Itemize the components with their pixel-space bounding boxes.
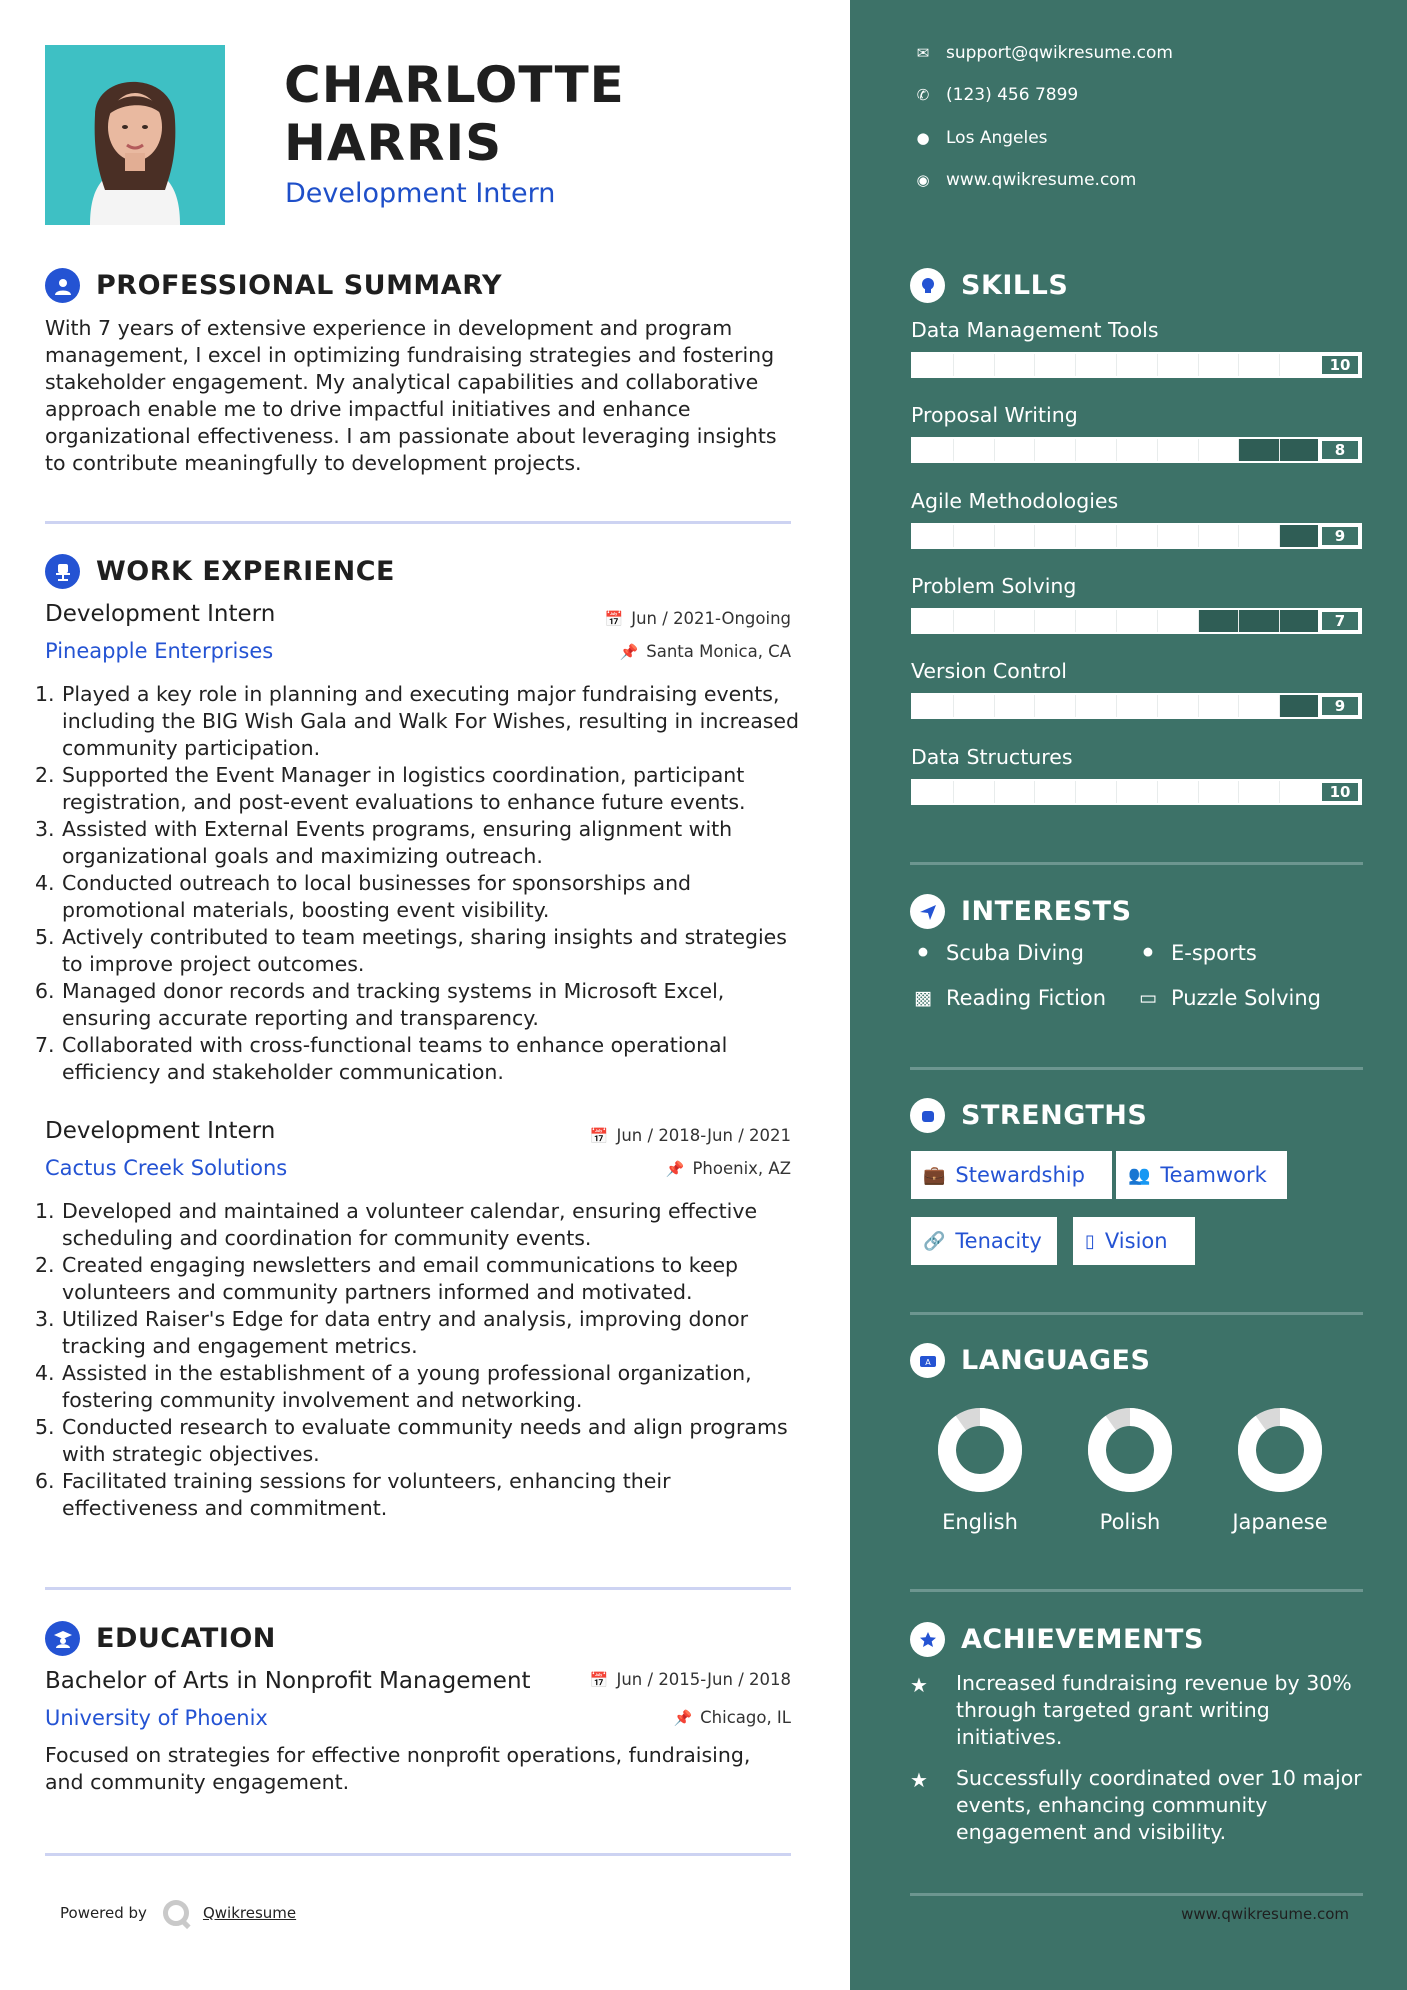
donut-fill: [947, 1417, 1013, 1483]
skill-level-value: 8: [1320, 439, 1360, 461]
achievement-text: Successfully coordinated over 10 major events, enhancing community engagement and visibility.: [956, 1766, 1362, 1844]
fist-icon: [910, 1098, 945, 1133]
calendar-icon: 📅: [589, 1127, 609, 1145]
section-divider: [910, 862, 1363, 865]
job-1-title: Development Intern: [45, 601, 276, 627]
education-description: Focused on strategies for effective nonprofit operations, fundraising, and community engagement.: [45, 1743, 751, 1794]
book-icon: ▭: [1139, 987, 1157, 1009]
list-item: 6. Facilitated training sessions for volunteers, enhancing their effectiveness and commitment.: [35, 1469, 671, 1520]
pin-icon: 📌: [619, 643, 639, 661]
section-divider: [910, 1893, 1363, 1896]
job-2-location-text: Phoenix, AZ: [692, 1159, 791, 1178]
map-marker-icon: ●: [916, 129, 930, 147]
users-icon: 👥: [1128, 1164, 1151, 1186]
job-1-dates: [605, 609, 791, 628]
contact-email-text: support@qwikresume.com: [946, 43, 1173, 63]
education-heading: [45, 1621, 276, 1656]
skill-level-value: 10: [1320, 781, 1360, 803]
job-1-location: [620, 642, 791, 661]
interest-item: [1135, 941, 1257, 965]
achievement-text: Increased fundraising revenue by 30% through targeted grant writing initiatives.: [956, 1671, 1352, 1749]
interest-label: Reading Fiction: [946, 986, 1107, 1010]
list-item: 6. Managed donor records and tracking systems in Microsoft Excel, ensuring accurate reporting and transparency.: [35, 979, 725, 1030]
qwikresume-logo-icon: [163, 1900, 189, 1926]
achievements-title: ACHIEVEMENTS: [961, 1624, 1204, 1655]
skill-bar: [911, 523, 1362, 549]
job-2-title: Development Intern: [45, 1118, 276, 1144]
language-donut: [1220, 1405, 1340, 1501]
skill-bar-grid: [913, 439, 1320, 461]
skill-bar-grid: [913, 695, 1320, 717]
interest-label: Scuba Diving: [946, 941, 1084, 965]
portrait-illustration: [45, 45, 225, 225]
star-icon: ★: [910, 1673, 928, 1697]
interest-item: [1135, 986, 1321, 1010]
pin-icon: 📌: [665, 1160, 685, 1178]
section-divider: [45, 1853, 791, 1856]
strength-chip: [911, 1217, 1057, 1265]
skill-name: Proposal Writing: [911, 403, 1078, 428]
paper-plane-icon: [910, 894, 945, 929]
list-item: 1. Played a key role in planning and executing major fundraising events, including the BIG Wish Gala and Walk For Wishes, resulting in increased community participation.: [35, 682, 800, 760]
languages-title: LANGUAGES: [961, 1345, 1151, 1376]
strengths-title: STRENGTHS: [961, 1100, 1148, 1131]
skill-level-value: 7: [1320, 610, 1360, 632]
star-badge-icon: [910, 1622, 945, 1657]
list-item: 3. Utilized Raiser's Edge for data entry and analysis, improving donor tracking and engagement metrics.: [35, 1307, 749, 1358]
list-item: 4. Conducted outreach to local businesses for sponsorships and promotional materials, boosting event visibility.: [35, 871, 692, 922]
binoculars-icon: ▯: [1085, 1230, 1095, 1252]
chair-icon: [45, 554, 80, 589]
job-2-location: [666, 1159, 791, 1178]
contact-location-text: Los Angeles: [946, 128, 1048, 148]
degree-title: Bachelor of Arts in Nonprofit Management: [45, 1668, 531, 1694]
skill-level-badge: [1318, 525, 1360, 547]
strength-label: Stewardship: [955, 1163, 1085, 1187]
skill-level-badge: [1318, 695, 1360, 717]
candidate-name: [284, 56, 625, 172]
contact-phone[interactable]: [910, 85, 1078, 105]
first-name: CHARLOTTE: [284, 56, 625, 114]
phone-icon: ✆: [916, 86, 930, 104]
contact-website[interactable]: [910, 170, 1136, 190]
strength-label: Vision: [1104, 1229, 1168, 1253]
graduate-icon: [45, 1621, 80, 1656]
interest-item: [910, 986, 1106, 1010]
envelope-icon: ✉: [916, 44, 930, 62]
skill-level-badge: [1318, 354, 1360, 376]
section-divider: [910, 1067, 1363, 1070]
interests-heading: [910, 894, 1132, 929]
skill-level-value: 10: [1320, 354, 1360, 376]
interests-title: INTERESTS: [961, 896, 1132, 927]
education-dates-text: Jun / 2015-Jun / 2018: [616, 1670, 791, 1689]
pin-icon: 📌: [673, 1709, 693, 1727]
interest-item: [910, 941, 1084, 965]
life-ring-icon: ⚫: [915, 942, 931, 964]
footer-website[interactable]: www.qwikresume.com: [1181, 1905, 1349, 1923]
section-divider: [910, 1312, 1363, 1315]
achievements-heading: [910, 1622, 1204, 1657]
skill-name: Version Control: [911, 659, 1068, 684]
life-ring-icon: ⚫: [1140, 942, 1156, 964]
language-label: English: [942, 1510, 1018, 1534]
strength-label: Tenacity: [955, 1229, 1042, 1253]
list-item: 5. Conducted research to evaluate community needs and align programs with strategic objectives.: [35, 1415, 788, 1466]
strengths-heading: [910, 1098, 1147, 1133]
summary-heading: [45, 268, 502, 303]
briefcase-icon: 💼: [923, 1164, 946, 1186]
education-title: EDUCATION: [96, 1623, 276, 1654]
skill-name: Data Management Tools: [911, 318, 1159, 342]
donut-fill: [1097, 1417, 1163, 1483]
strength-label: Teamwork: [1160, 1163, 1267, 1187]
contact-website-text: www.qwikresume.com: [946, 170, 1137, 190]
link-icon: 🔗: [923, 1230, 946, 1252]
summary-text: With 7 years of extensive experience in development and program management, I excel in optimizing fundraising strategies and fostering stakeholder engagement. My analytical capabilities and collaborative approach enable me to drive impactful initiatives and enhance organizational effectiveness. I am passionate about leveraging insights to contribute meaningfully to development projects.: [45, 316, 777, 475]
interest-label: E-sports: [1171, 941, 1257, 965]
skill-bar: [911, 437, 1362, 463]
work-title: WORK EXPERIENCE: [96, 556, 395, 587]
language-label: Japanese: [1232, 1510, 1328, 1534]
skill-name: Problem Solving: [911, 573, 1077, 598]
summary-title: PROFESSIONAL SUMMARY: [96, 270, 503, 301]
profile-photo: [45, 45, 225, 225]
achievement-item: [910, 1765, 1365, 1846]
education-location-text: Chicago, IL: [700, 1708, 791, 1727]
list-item: 7. Collaborated with cross-functional teams to enhance operational efficiency and stakeholder communication.: [35, 1033, 728, 1084]
skill-level-value: 9: [1320, 695, 1360, 717]
job-1-dates-text: Jun / 2021-Ongoing: [631, 609, 791, 628]
calendar-icon: 📅: [604, 610, 624, 628]
section-divider: [45, 521, 791, 524]
lightbulb-icon: [910, 268, 945, 303]
powered-by: [60, 1900, 296, 1926]
skill-bar-grid: [913, 525, 1320, 547]
svg-text:A: A: [924, 1357, 931, 1367]
skill-bar: [911, 352, 1362, 378]
work-heading: [45, 554, 395, 589]
job-2-bullets: [35, 1198, 805, 1522]
contact-email[interactable]: [910, 43, 1173, 63]
list-item: 3. Assisted with External Events programs, ensuring alignment with organizational goals and maximizing outreach.: [35, 817, 733, 868]
language-icon: [910, 1343, 945, 1378]
skill-bar: [911, 693, 1362, 719]
job-2-dates: [590, 1126, 791, 1145]
skill-level-badge: [1318, 781, 1360, 803]
job-1-location-text: Santa Monica, CA: [646, 642, 791, 661]
last-name: HARRIS: [284, 114, 503, 172]
donut-fill: [1247, 1417, 1313, 1483]
contact-location: [910, 128, 1048, 148]
skill-level-badge: [1318, 610, 1360, 632]
language-label: Polish: [1099, 1510, 1161, 1534]
list-item: 2. Created engaging newsletters and email communications to keep volunteers and community partners informed and motivated.: [35, 1253, 739, 1304]
star-icon: ★: [910, 1768, 928, 1792]
user-icon: [45, 268, 80, 303]
education-location: [673, 1708, 791, 1727]
list-item: 5. Actively contributed to team meetings, sharing insights and strategies to improve project outcomes.: [35, 925, 787, 976]
job-1-company: Pineapple Enterprises: [45, 639, 274, 663]
education-dates: [590, 1670, 791, 1689]
list-item: 4. Assisted in the establishment of a young professional organization, fostering community involvement and networking.: [35, 1361, 752, 1412]
powered-by-label: Powered by: [60, 1904, 147, 1922]
language-donut: [1070, 1405, 1190, 1501]
job-2-dates-text: Jun / 2018-Jun / 2021: [616, 1126, 791, 1145]
skills-title: SKILLS: [961, 270, 1069, 301]
candidate-job-title: Development Intern: [285, 178, 556, 209]
contact-phone-text: (123) 456 7899: [946, 85, 1079, 105]
list-item: 1. Developed and maintained a volunteer calendar, ensuring effective scheduling and coordination for community events.: [35, 1199, 758, 1250]
skill-bar: [911, 779, 1362, 805]
brand-link[interactable]: Qwikresume: [202, 1904, 297, 1922]
achievement-item: [910, 1670, 1365, 1751]
skills-heading: [910, 268, 1068, 303]
job-1-bullets: [35, 681, 805, 1086]
calendar-icon: 📅: [589, 1671, 609, 1689]
gamepad-icon: ▩: [914, 987, 932, 1009]
language-donut: [920, 1405, 1040, 1501]
globe-icon: ◉: [916, 171, 930, 189]
list-item: 2. Supported the Event Manager in logistics coordination, participant registration, and post-event evaluations to enhance future events.: [35, 763, 746, 814]
skill-level-value: 9: [1320, 525, 1360, 547]
skill-level-badge: [1318, 439, 1360, 461]
skill-name: Data Structures: [911, 744, 1073, 769]
interest-label: Puzzle Solving: [1171, 986, 1321, 1010]
skill-bar: [911, 608, 1362, 634]
skill-bar-grid: [913, 354, 1320, 376]
strength-chip: [911, 1151, 1112, 1199]
skill-bar-grid: [913, 610, 1320, 632]
job-2-company: Cactus Creek Solutions: [45, 1156, 288, 1180]
languages-heading: [910, 1343, 1150, 1378]
strength-chip: [1116, 1151, 1287, 1199]
school-name: University of Phoenix: [45, 1706, 268, 1730]
skill-name: Agile Methodologies: [911, 488, 1119, 513]
skill-bar-grid: [913, 781, 1320, 803]
section-divider: [910, 1589, 1363, 1592]
strength-chip: [1073, 1217, 1195, 1265]
section-divider: [45, 1587, 791, 1590]
